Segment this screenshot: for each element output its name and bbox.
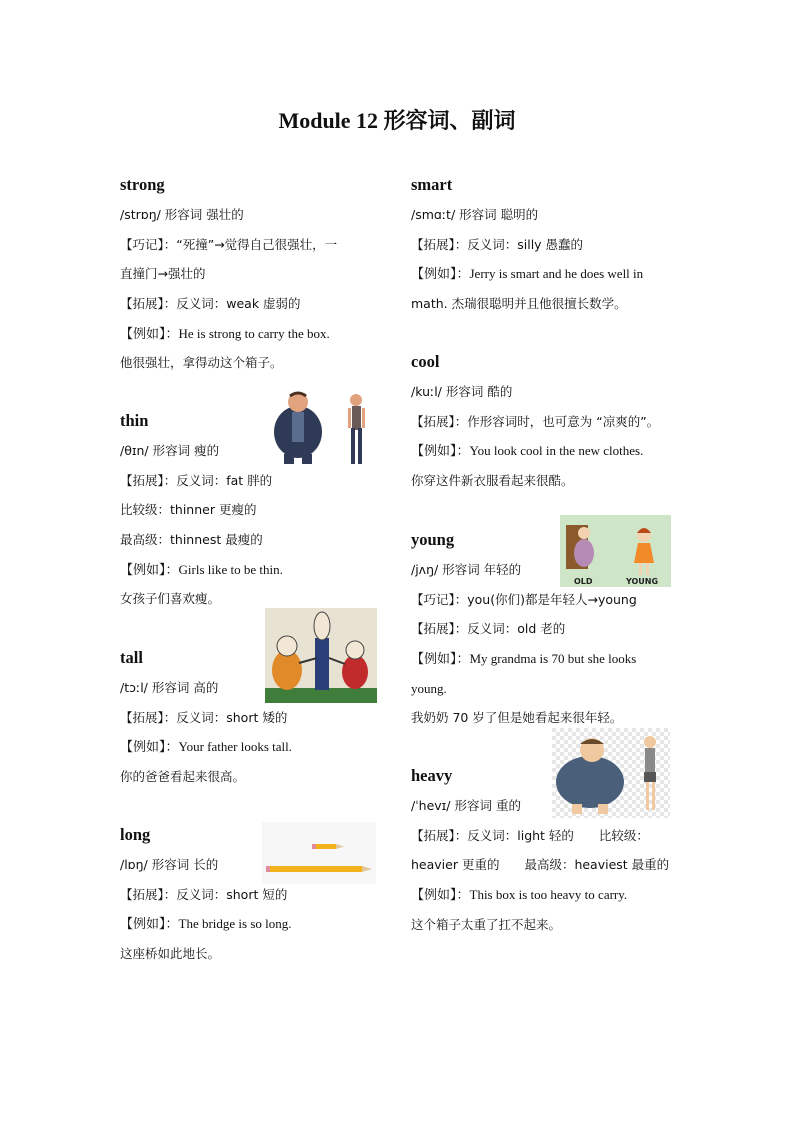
phonetic-long: /lɒŋ/ 形容词 长的: [120, 857, 219, 872]
example-tall: 【例如】：Your father looks tall.: [120, 739, 293, 755]
translation-tall: 你的爸爸看起来很高。: [120, 769, 246, 785]
extension-long: 【拓展】：反义词：short 短的: [120, 886, 288, 902]
example-smart: 【例如】：Jerry is smart and he does well in: [411, 266, 644, 282]
phonetic-young: /jʌŋ/ 形容词 年轻的: [411, 562, 522, 577]
phonetic-smart: /smɑːt/ 形容词 聪明的: [411, 207, 539, 222]
tall-illustration: [265, 608, 377, 703]
extension-strong: 【拓展】：反义词：weak 虚弱的: [120, 296, 301, 312]
extension-smart: 【拓展】：反义词：silly 愚蠢的: [411, 236, 584, 252]
heavy-illustration: [552, 728, 670, 818]
translation-cool: 你穿这件新衣服看起来很酷。: [411, 473, 574, 489]
example-young-2: young.: [411, 680, 447, 696]
extension-cool: 【拓展】：作形容词时，也可意为 “凉爽的”。: [411, 413, 660, 429]
extension-tall: 【拓展】：反义词：short 矮的: [120, 709, 288, 725]
long-illustration: [262, 822, 376, 884]
example-cool: 【例如】：You look cool in the new clothes.: [411, 443, 644, 459]
word-long: long: [120, 825, 151, 844]
word-cool: cool: [411, 352, 440, 371]
comparative-thin: 比较级：thinner 更瘦的: [120, 502, 257, 518]
superlative-thin: 最高级：thinnest 最瘦的: [120, 532, 263, 548]
translation-heavy: 这个箱子太重了扛不起来。: [411, 916, 562, 932]
phonetic-strong: /strɒŋ/ 形容词 强壮的: [120, 207, 244, 222]
example-strong: 【例如】：He is strong to carry the box.: [120, 325, 330, 341]
example-heavy: 【例如】：This box is too heavy to carry.: [411, 887, 628, 903]
tip-strong-2: 直撞门→强壮的: [120, 266, 206, 282]
word-heavy: heavy: [411, 766, 453, 785]
thin-illustration: [268, 388, 376, 468]
extension-heavy-2: heavier 更重的 最高级：heaviest 最重的: [411, 857, 670, 873]
entry-strong: [120, 170, 390, 378]
phonetic-heavy: /ˈhevɪ/ 形容词 重的: [411, 798, 521, 813]
extension-heavy: 【拓展】：反义词：light 轻的 比较级：: [411, 827, 649, 843]
word-strong: strong: [120, 175, 165, 194]
phonetic-cool: /kuːl/ 形容词 酷的: [411, 384, 513, 399]
example-young: 【例如】：My grandma is 70 but she looks: [411, 651, 637, 667]
word-young: young: [411, 530, 455, 549]
example-thin: 【例如】：Girls like to be thin.: [120, 561, 283, 577]
young-illustration: [560, 515, 671, 587]
translation-thin: 女孩子们喜欢瘦。: [120, 591, 221, 607]
example-smart-2: math. 杰瑞很聪明并且他很擅长数学。: [411, 296, 627, 312]
label-young: YOUNG: [626, 577, 659, 586]
example-long: 【例如】：The bridge is so long.: [120, 916, 292, 932]
extension-young: 【拓展】：反义词：old 老的: [411, 621, 566, 637]
label-old: OLD: [574, 577, 593, 586]
word-tall: tall: [120, 648, 143, 667]
word-smart: smart: [411, 175, 453, 194]
word-thin: thin: [120, 411, 149, 430]
phonetic-thin: /θɪn/ 形容词 瘦的: [120, 443, 220, 458]
translation-strong: 他很强壮，拿得动这个箱子。: [120, 355, 283, 371]
left-column: [120, 0, 390, 1123]
tip-strong: 【巧记】：“死撞”→觉得自己很强壮，一: [120, 236, 338, 252]
page-title: Module 12 形容词、副词: [278, 108, 516, 133]
extension-thin: 【拓展】：反义词：fat 胖的: [120, 472, 273, 488]
phonetic-tall: /tɔːl/ 形容词 高的: [120, 680, 219, 695]
entry-smart: [411, 170, 681, 319]
translation-young: 我奶奶 70 岁了但是她看起来很年轻。: [411, 710, 623, 726]
translation-long: 这座桥如此地长。: [120, 946, 221, 962]
tip-young: 【巧记】：you(你们)都是年轻人→young: [411, 591, 637, 607]
entry-cool: [411, 347, 681, 496]
